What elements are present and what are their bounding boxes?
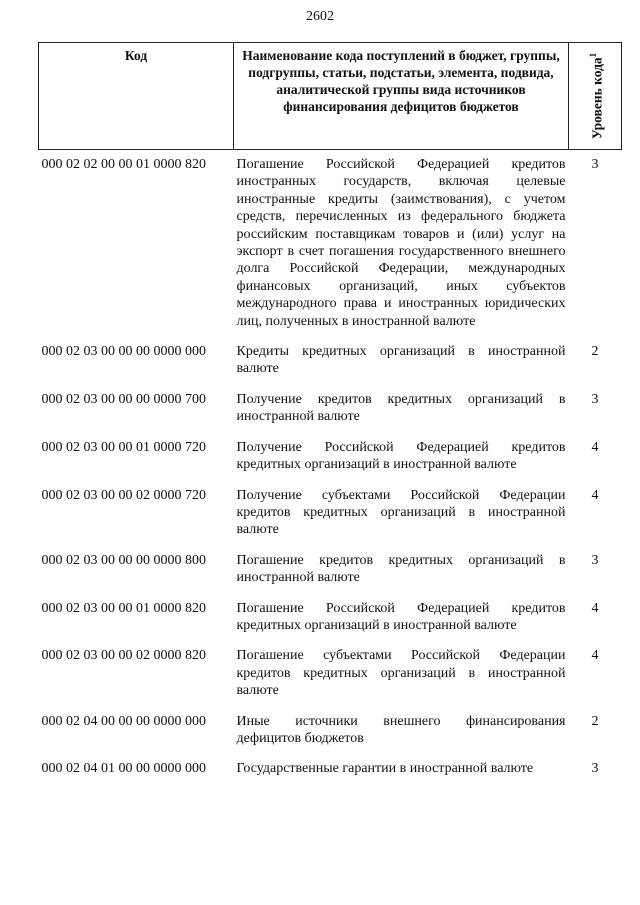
header-level-label: Уровень кода (589, 57, 605, 140)
table-row (39, 647, 622, 699)
spacer-cell (39, 330, 622, 343)
header-level-footnote: 1 (587, 52, 598, 58)
row-spacer (39, 634, 622, 647)
row-spacer (39, 700, 622, 713)
spacer-cell (39, 426, 622, 439)
spacer-cell (39, 378, 622, 391)
row-name: Погашение Российской Федерацией кредитов кредитных организаций в иностранной валюте (236, 600, 566, 633)
row-code: 000 02 04 00 00 00 0000 000 (41, 713, 206, 729)
row-name: Кредиты кредитных организаций в иностранной валюте (236, 344, 566, 377)
table-row (39, 156, 622, 330)
row-level: 3 (591, 391, 599, 407)
table-row (39, 391, 622, 426)
header-name: Наименование кода поступлений в бюджет, группы, подгруппы, статьи, подстатьи, элемента, подвида, аналитической группы вида источников финансирования дефицитов бюджетов (234, 43, 569, 150)
spacer-cell (39, 700, 622, 713)
table-header-row (39, 43, 622, 150)
row-level: 4 (591, 600, 599, 616)
spacer-cell (39, 587, 622, 600)
header-level (585, 53, 606, 139)
row-code: 000 02 03 00 00 02 0000 820 (41, 648, 206, 664)
row-name: Государственные гарантии в иностранной валюте (236, 761, 534, 777)
row-name: Иные источники внешнего финансирования дефицитов бюджетов (236, 713, 566, 746)
table-row (39, 552, 622, 587)
row-spacer (39, 539, 622, 552)
row-level: 3 (591, 761, 599, 777)
row-code: 000 02 03 00 00 01 0000 720 (41, 439, 206, 455)
spacer-cell (39, 474, 622, 487)
spacer-cell (39, 634, 622, 647)
row-spacer (39, 378, 622, 391)
row-spacer (39, 587, 622, 600)
header-level-cell (569, 43, 622, 150)
row-level: 4 (591, 648, 599, 664)
budget-code-table (38, 42, 622, 778)
row-spacer (39, 426, 622, 439)
row-code: 000 02 03 00 00 00 0000 000 (41, 344, 206, 360)
table-row (39, 713, 622, 748)
spacer-cell (39, 539, 622, 552)
row-name: Получение субъектами Российской Федерации кредитов кредитных организаций в иностранной валюте (236, 487, 566, 538)
row-spacer (39, 330, 622, 343)
row-spacer (39, 747, 622, 760)
row-code: 000 02 04 01 00 00 0000 000 (41, 761, 206, 777)
row-name: Получение Российской Федерацией кредитов кредитных организаций в иностранной валюте (236, 439, 566, 473)
row-level: 2 (591, 344, 599, 360)
row-name: Погашение субъектами Российской Федерации кредитов кредитных организаций в иностранной валюте (236, 648, 566, 699)
table-row (39, 343, 622, 378)
table-row (39, 760, 622, 777)
row-name: Погашение Российской Федерацией кредитов иностранных государств, включая целевые иностранные кредиты (заимствования), с учетом средств, перечисленных из федерального бюджета российским поставщикам товаров и (или) услуг на экспорт в счет погашения государственного внешнего долга Российской Федерации, международных финансовых организаций, иных субъектов международного права и иностранных юридических лиц, полученных в иностранной валюте (236, 157, 566, 329)
row-level: 4 (591, 487, 599, 503)
header-code: Код (39, 43, 234, 150)
row-level: 3 (591, 552, 599, 568)
row-code: 000 02 03 00 00 01 0000 820 (41, 600, 206, 616)
table-body (39, 150, 622, 778)
table-row (39, 487, 622, 539)
table-row (39, 600, 622, 635)
table-row (39, 439, 622, 474)
row-level: 3 (591, 157, 599, 172)
row-level: 4 (591, 439, 599, 455)
row-spacer (39, 474, 622, 487)
page-number: 2602 (306, 9, 334, 24)
row-code: 000 02 02 00 00 01 0000 820 (41, 157, 206, 172)
row-level: 2 (591, 713, 599, 729)
row-code: 000 02 03 00 00 00 0000 800 (41, 552, 206, 568)
row-code: 000 02 03 00 00 02 0000 720 (41, 487, 206, 503)
row-name: Погашение кредитов кредитных организаций в иностранной валюте (236, 552, 566, 586)
row-name: Получение кредитов кредитных организаций в иностранной валюте (236, 391, 566, 425)
row-code: 000 02 03 00 00 00 0000 700 (41, 391, 206, 407)
spacer-cell (39, 747, 622, 760)
